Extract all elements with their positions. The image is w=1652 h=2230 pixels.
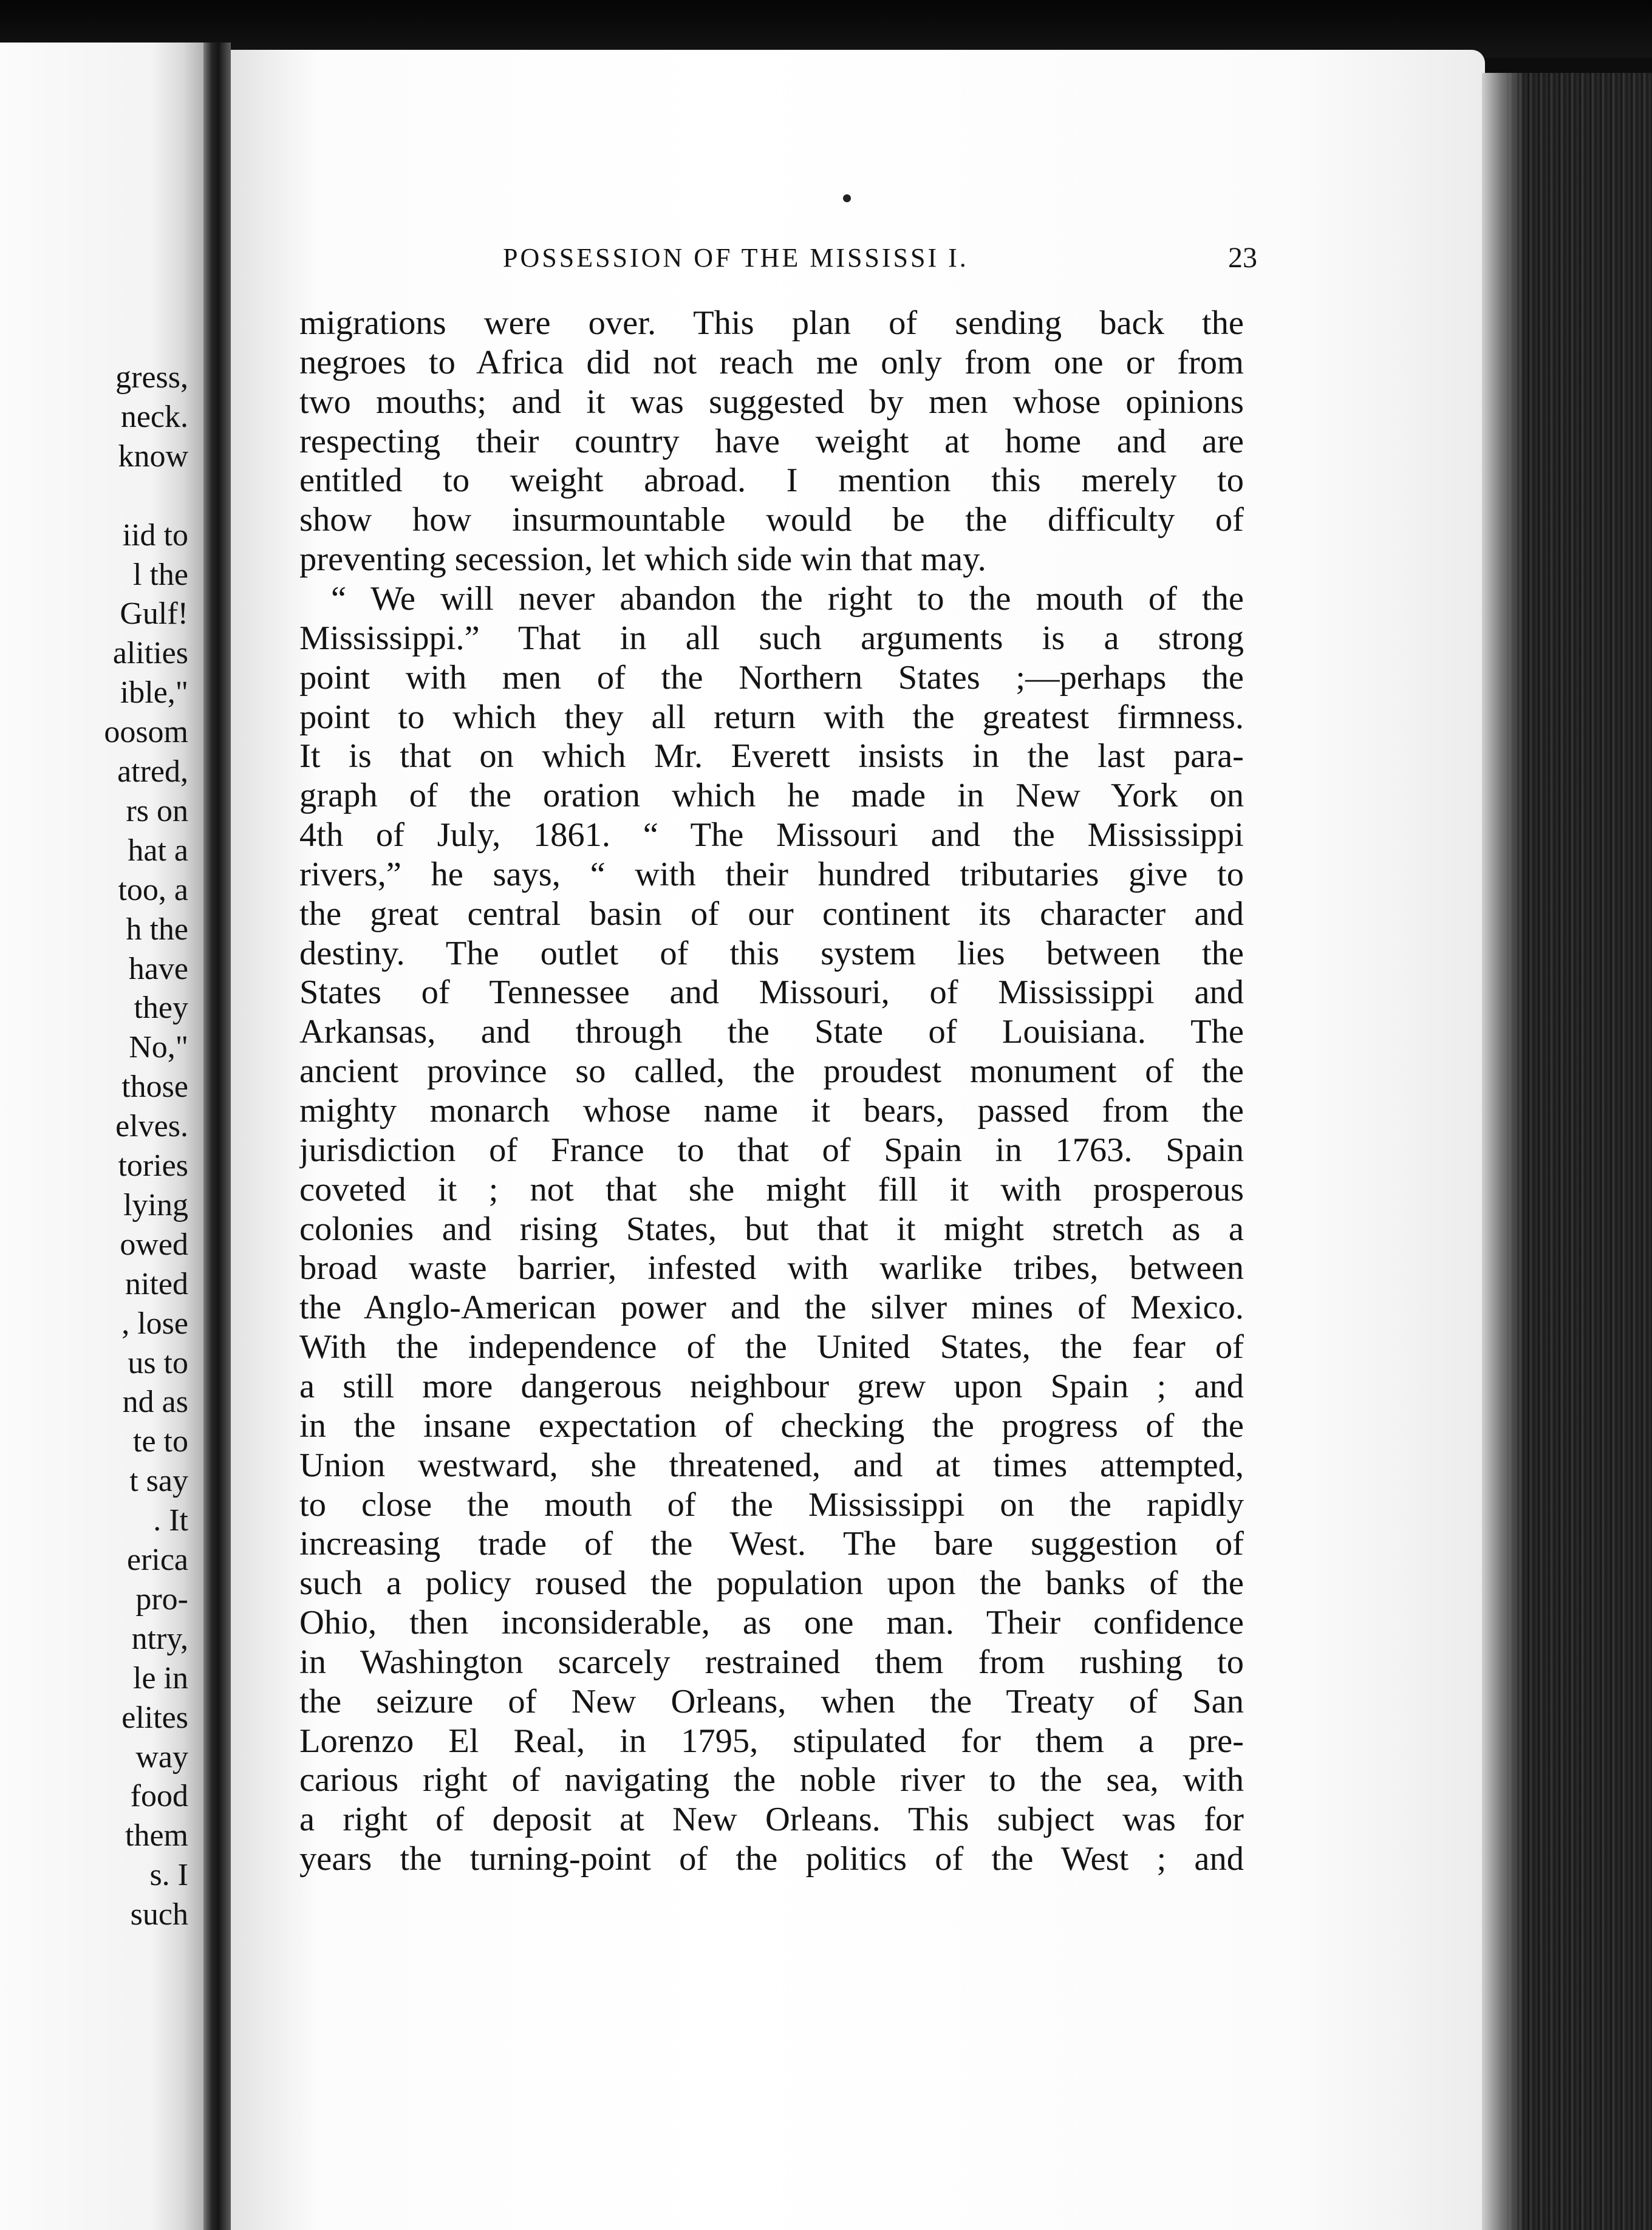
left-page-line: such [130,1897,188,1932]
body-line: migrations were over. This plan of sending back the [299,304,1244,342]
left-page-line: iid to [122,517,188,553]
left-page-line: pro- [135,1581,188,1617]
left-page-line: elves. [115,1109,188,1144]
left-page-line: food [130,1779,188,1814]
body-line: ancient province so called, the proudest monument of the [299,1052,1244,1091]
body-line: graph of the oration which he made in New York on [299,777,1244,815]
body-line: a still more dangerous neighbour grew upon Spain ; and [299,1367,1244,1405]
left-page-line: know [118,438,188,474]
body-line: Mississippi.” That in all such arguments is a strong [299,619,1244,657]
body-line: in Washington scarcely restrained them from rushing to [299,1643,1244,1681]
body-line: rivers,” he says, “ with their hundred tributaries give to [299,855,1244,893]
body-line: the great central basin of our continent its character and [299,895,1244,933]
left-page-line: owed [120,1227,188,1262]
left-page-line: way [135,1739,188,1775]
left-page-line: neck. [120,399,188,434]
left-page-line: hat a [128,833,188,868]
left-page-line: Gulf! [120,596,188,632]
body-line: to close the mouth of the Mississippi on the rapidly [299,1485,1244,1524]
body-line: With the independence of the United States, the fear of [299,1328,1244,1366]
left-page-line: l the [133,557,188,592]
left-page-line: gress, [115,360,188,395]
left-page-line: h the [126,912,188,947]
running-head: POSSESSION OF THE MISSISSI I. [503,243,969,273]
body-line: preventing secession, let which side win that may. [299,540,986,579]
body-line: entitled to weight abroad. I mention this merely to [299,462,1244,500]
body-line: mighty monarch whose name it bears, passed from the [299,1092,1244,1130]
page-number: 23 [1228,242,1257,274]
left-page-line: us to [128,1345,188,1380]
body-line: such a policy roused the population upon the banks of the [299,1564,1244,1603]
left-page-line: ntry, [131,1621,188,1656]
body-line: destiny. The outlet of this system lies between the [299,934,1244,972]
body-line: Arkansas, and through the State of Louisiana. The [299,1013,1244,1051]
body-line: in the insane expectation of checking the progress of the [299,1407,1244,1445]
body-line: point with men of the Northern States ;—perhaps the [299,658,1244,697]
left-page-line: they [134,991,188,1026]
page-fore-edge [1482,73,1652,2230]
body-line: 4th of July, 1861. “ The Missouri and the Mississippi [299,816,1244,854]
body-line: show how insurmountable would be the difficulty of [299,501,1244,539]
left-page [0,43,203,2230]
left-page-line: rs on [126,793,188,828]
left-page-line: atred, [117,754,188,789]
left-page-line: those [121,1069,188,1105]
left-page-line: have [128,951,188,986]
body-line: a right of deposit at New Orleans. This subject was for [299,1801,1244,1839]
left-page-line: alities [112,636,188,671]
left-page-line: elites [121,1700,188,1735]
scan-top-border [0,0,1652,58]
printer-dot [843,194,851,202]
body-line: “ We will never abandon the right to the mouth of the [331,579,1244,618]
left-page-line: lying [123,1187,188,1222]
body-line: negroes to Africa did not reach me only from one or from [299,343,1244,381]
body-line: years the turning-point of the politics of the West ; and [299,1840,1244,1878]
body-line: respecting their country have weight at home and are [299,422,1244,460]
left-page-line: . It [153,1503,188,1538]
left-page-line: oosom [104,715,188,750]
left-page-line: le in [133,1660,188,1696]
body-line: carious right of navigating the noble river to the sea, with [299,1761,1244,1799]
body-line: coveted it ; not that she might fill it with prosperous [299,1170,1244,1209]
left-page-line: erica [126,1543,188,1577]
body-line: the Anglo-American power and the silver mines of Mexico. [299,1289,1244,1327]
body-line: two mouths; and it was suggested by men whose opinions [299,383,1244,421]
book-gutter [203,43,231,2230]
left-page-line: nited [125,1266,188,1301]
body-line: It is that on which Mr. Everett insists in the last para- [299,737,1244,776]
body-line: Lorenzo El Real, in 1795, stipulated for them a pre- [299,1722,1244,1760]
body-line: increasing trade of the West. The bare suggestion of [299,1525,1244,1563]
body-line: Union westward, she threatened, and at times attempted, [299,1446,1244,1484]
left-page-line: s. I [149,1858,188,1893]
body-line: the seizure of New Orleans, when the Treaty of San [299,1682,1244,1720]
left-page-line: them [125,1818,188,1853]
left-page-line: te to [133,1424,188,1459]
left-page-line: No," [129,1030,188,1065]
left-page-line: tories [118,1148,188,1183]
left-page-line: , lose [121,1306,188,1341]
left-page-line: ible," [120,675,188,711]
body-line: point to which they all return with the greatest firmness. [299,698,1244,736]
body-line: jurisdiction of France to that of Spain in 1763. Spain [299,1131,1244,1169]
body-line: Ohio, then inconsiderable, as one man. Their confidence [299,1604,1244,1642]
left-page-line: nd as [122,1385,188,1420]
body-line: colonies and rising States, but that it might stretch as a [299,1210,1244,1248]
body-line: States of Tennessee and Missouri, of Mississippi and [299,973,1244,1012]
left-page-line: too, a [118,872,188,907]
body-line: broad waste barrier, infested with warlike tribes, between [299,1249,1244,1287]
left-page-line: t say [129,1464,188,1499]
